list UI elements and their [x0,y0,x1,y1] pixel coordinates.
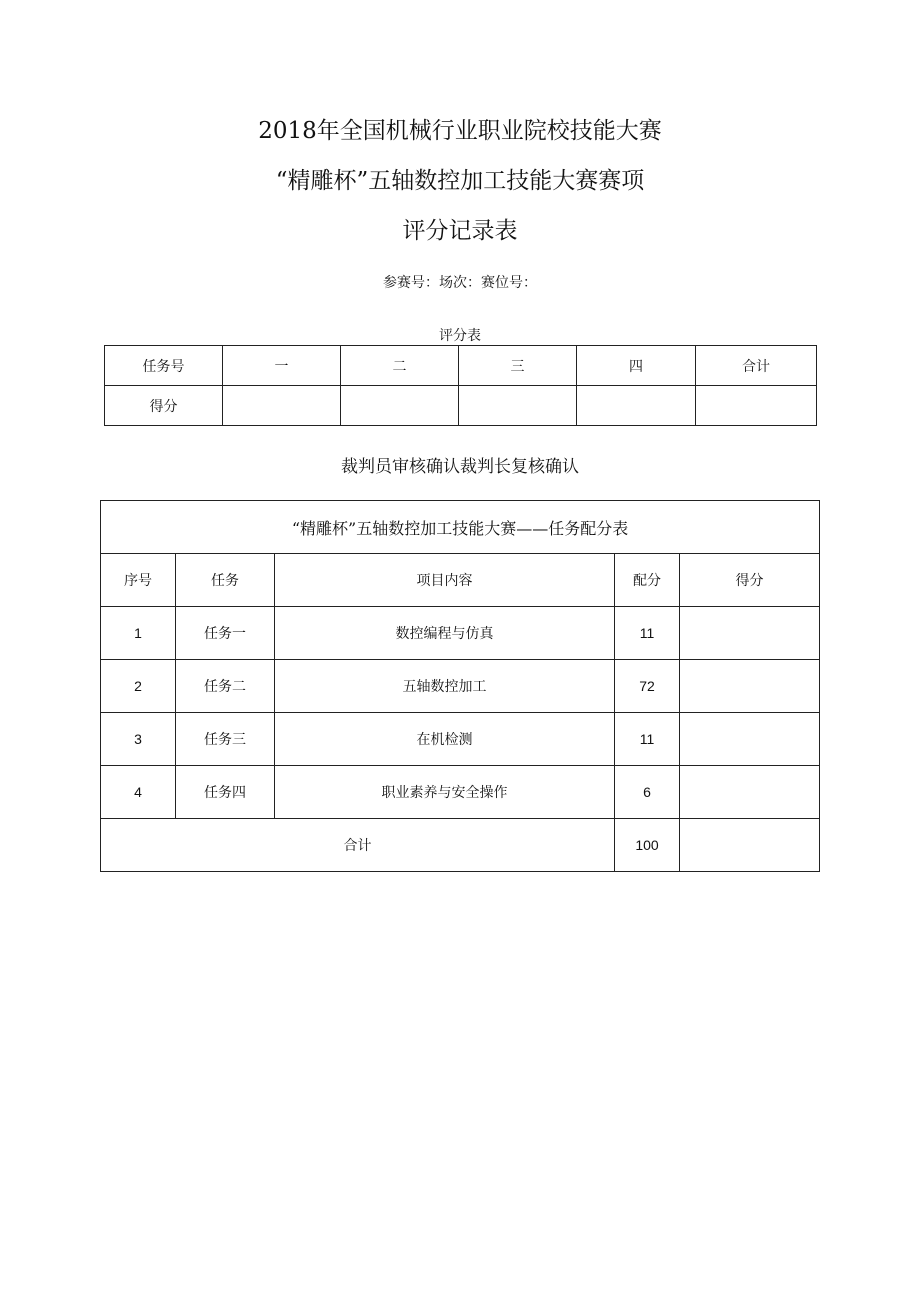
row-task: 任务三 [176,713,275,766]
allocation-table-title: “精雕杯”五轴数控加工技能大赛——任务配分表 [101,501,820,554]
row-score[interactable] [680,713,820,766]
referee-signoff-line: 裁判员审核确认裁判长复核确认 [341,457,579,477]
score-header-task-2: 二 [341,346,459,386]
score-header-total: 合计 [696,346,817,386]
task-allocation-table [100,500,820,872]
column-header-points: 配分 [615,554,680,607]
score-cell-task-4[interactable] [577,386,696,426]
table-row [101,713,820,766]
allocation-table-title-row [101,501,820,554]
column-header-task: 任务 [176,554,275,607]
score-table-header-row [105,346,817,386]
row-task: 任务四 [176,766,275,819]
row-points: 6 [615,766,680,819]
score-cell-task-3[interactable] [459,386,577,426]
score-table-caption: 评分表 [439,328,481,344]
row-score[interactable] [680,766,820,819]
total-score[interactable] [680,819,820,872]
row-points: 72 [615,660,680,713]
score-cell-task-1[interactable] [223,386,341,426]
column-header-content: 项目内容 [275,554,615,607]
row-score[interactable] [680,660,820,713]
score-header-task-4: 四 [577,346,696,386]
row-points: 11 [615,607,680,660]
allocation-total-row [101,819,820,872]
total-points: 100 [615,819,680,872]
score-header-task-no: 任务号 [105,346,223,386]
row-task: 任务二 [176,660,275,713]
contestant-info-line: 参赛号：场次：赛位号： [383,275,537,291]
table-row [101,607,820,660]
table-row [101,660,820,713]
total-label: 合计 [101,819,615,872]
score-table-score-row [105,386,817,426]
row-content: 在机检测 [275,713,615,766]
document-form-name: 评分记录表 [402,218,518,244]
column-header-score: 得分 [680,554,820,607]
row-task: 任务一 [176,607,275,660]
row-score[interactable] [680,607,820,660]
score-header-task-3: 三 [459,346,577,386]
column-header-no: 序号 [101,554,176,607]
score-cell-total[interactable] [696,386,817,426]
document-title: 2018年全国机械行业职业院校技能大赛 [258,118,662,144]
allocation-table-header-row [101,554,820,607]
row-no: 1 [101,607,176,660]
document-subtitle: “精雕杯”五轴数控加工技能大赛赛项 [275,168,645,194]
row-content: 数控编程与仿真 [275,607,615,660]
row-no: 4 [101,766,176,819]
row-content: 五轴数控加工 [275,660,615,713]
score-cell-task-2[interactable] [341,386,459,426]
row-no: 3 [101,713,176,766]
score-table [104,345,817,426]
row-content: 职业素养与安全操作 [275,766,615,819]
table-row [101,766,820,819]
score-row-label: 得分 [105,386,223,426]
score-header-task-1: 一 [223,346,341,386]
row-points: 11 [615,713,680,766]
row-no: 2 [101,660,176,713]
